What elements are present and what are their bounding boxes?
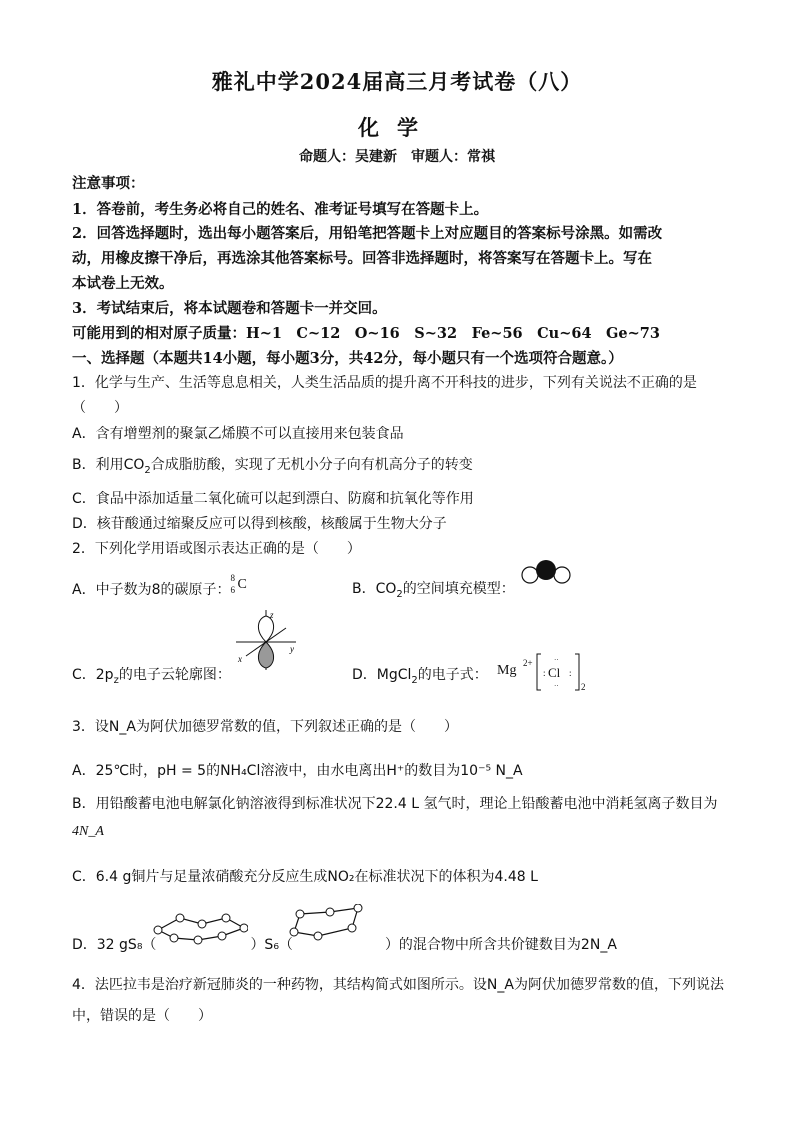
exam-title: 雅礼中学2024届高三月考试卷（八） [211, 69, 583, 94]
authors-line: 命题人：吴建新 审题人：常祺 [299, 149, 495, 165]
co2-space-filling-model-icon [518, 558, 574, 586]
2pz-orbital-icon [232, 608, 302, 672]
q4-stem-line1: 4．法匹拉韦是治疗新冠肺炎的一种药物，其结构简式如图所示。设N_A为阿伏加德罗常数的值，下列说法 [72, 977, 724, 993]
q3-option-d: D．32 gS₈（ ）S₆（ ）的混合物中所含共价键数目为2N_A [72, 937, 617, 953]
s6-ring-structure-icon [286, 904, 378, 944]
q2-option-b: B．$CO_2$的空间填充模型： [352, 581, 515, 600]
q2-option-a: A．中子数为8的碳原子： 8 6 C [72, 573, 247, 598]
notice-item-2-line3: 本试卷上无效。 [72, 275, 174, 292]
mgcl2-electron-formula: Mg 2+ ·· ·· : : Cl 2 [497, 656, 586, 692]
q1-stem-line2: （ ） [72, 400, 128, 416]
q2-option-c: C．$2p_z$的电子云轮廓图： [72, 667, 231, 686]
axis-y-label: y [290, 644, 294, 654]
axis-x-label: x [238, 654, 242, 664]
q1-option-c: C．食品中添加适量二氧化硫可以起到漂白、防腐和抗氧化等作用 [72, 491, 474, 507]
q4-stem-line2: 中，错误的是（ ） [72, 1008, 212, 1024]
svg-text::: : [543, 668, 546, 678]
notice-item-1: 1．答卷前，考生务必将自己的姓名、准考证号填写在答题卡上。 [72, 201, 489, 218]
q3-option-a: A．25℃时，pH = 5的NH₄Cl溶液中，由水电离出H⁺的数目为10⁻⁵ N_A [72, 763, 523, 779]
section-1-heading: 一、选择题（本题共14小题，每小题3分，共42分，每小题只有一个选项符合题意。） [72, 350, 623, 367]
notice-item-2-line1: 2．回答选择题时，选出每小题答案后，用铅笔把答题卡上对应题目的答案标号涂黑。如需改 [72, 225, 663, 242]
atomic-masses: 可能用到的相对原子质量：H~1 C~12 O~16 S~32 Fe~56 Cu~64 Ge~73 [72, 325, 660, 342]
q2-option-d: D．MgCl$_2$的电子式： [352, 667, 488, 686]
q1-stem-line1: 1．化学与生产、生活等息息相关，人类生活品质的提升离不开科技的进步，下列有关说法不正确的是 [72, 375, 697, 391]
svg-text::: : [569, 668, 572, 678]
notice-heading: 注意事项： [72, 175, 145, 192]
q2-stem: 2．下列化学用语或图示表达正确的是（ ） [72, 541, 361, 557]
q1-option-b: B．利用$CO_2$合成脂肪酸，实现了无机小分子向有机高分子的转变 [72, 457, 473, 476]
subject-title: 化学 [358, 115, 436, 140]
notice-item-2-line2: 动，用橡皮擦干净后，再选涂其他答案标号。回答非选择题时，将答案写在答题卡上。写在 [72, 250, 652, 267]
q3-option-b-line1: B．用铅酸蓄电池电解氯化钠溶液得到标准状况下22.4 L 氢气时，理论上铅酸蓄电池中消耗氢离子数目为 [72, 796, 718, 812]
q1-option-a: A．含有增塑剂的聚氯乙烯膜不可以直接用来包装食品 [72, 426, 404, 442]
svg-text:··: ·· [554, 656, 559, 664]
axis-z-label: z [270, 610, 274, 620]
q3-option-b-line2: 4N_A [72, 824, 104, 839]
svg-text:··: ·· [554, 682, 559, 690]
s8-ring-structure-icon [152, 910, 248, 946]
notice-item-3: 3．考试结束后，将本试题卷和答题卡一并交回。 [72, 300, 387, 317]
q3-option-c: C．6.4 g铜片与足量浓硝酸充分反应生成NO₂在标准状况下的体积为4.48 L [72, 869, 538, 885]
q1-option-d: D．核苷酸通过缩聚反应可以得到核酸，核酸属于生物大分子 [72, 516, 447, 532]
q3-stem: 3．设N_A为阿伏加德罗常数的值，下列叙述正确的是（ ） [72, 719, 458, 735]
